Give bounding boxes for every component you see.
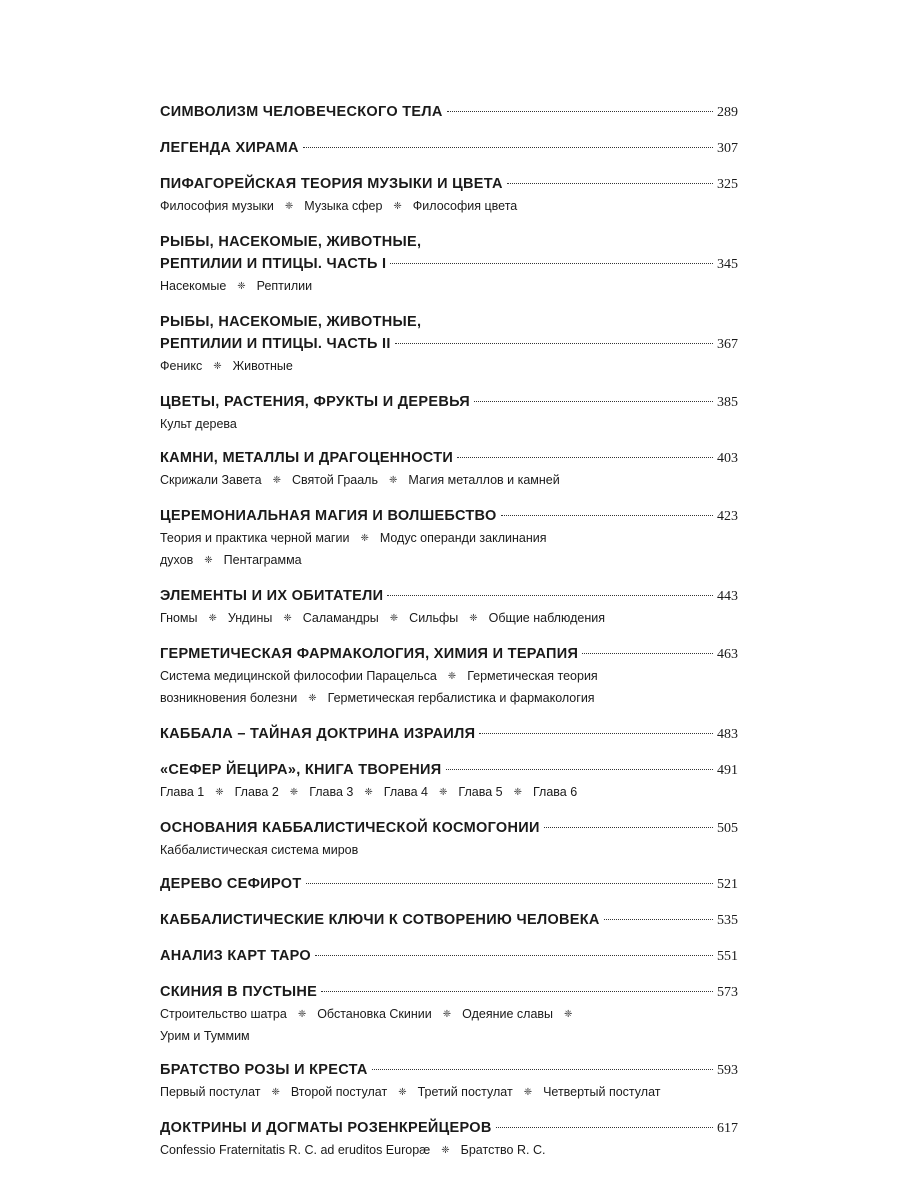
subtopic-line (160, 840, 738, 860)
subtopic-line (160, 1082, 738, 1104)
subtopic: Строительство шатра (160, 1007, 287, 1021)
separator-ornament-icon: ❈ (389, 475, 398, 486)
subtopic: Святой Грааль (291, 473, 378, 487)
subtopic-line (160, 276, 738, 298)
separator-ornament-icon: ❈ (237, 281, 246, 292)
subtopic: Модус операнди заклинания (379, 531, 547, 545)
entry-title: ЦЕРЕМОНИАЛЬНАЯ МАГИЯ И ВОЛШЕБСТВО (160, 508, 497, 524)
subtopic: Глава 2 (234, 785, 279, 799)
subtopic: Четвертый постулат (543, 1085, 661, 1099)
subtopic: Философия музыки (160, 199, 274, 213)
subtopic: Третий постулат (417, 1085, 513, 1099)
page-number: 289 (717, 105, 738, 120)
subtopic: Система медицинской философии Парацельса (160, 669, 437, 683)
entry-title-row (160, 137, 738, 160)
subtopic: Сильфы (409, 611, 459, 625)
subtopic: Обстановка Скинии (317, 1007, 432, 1021)
subtopic: Глава 6 (532, 785, 578, 799)
separator-ornament-icon: ❈ (564, 1009, 573, 1020)
subtopic: Глава 5 (458, 785, 503, 799)
dot-leader (474, 401, 713, 402)
dot-leader (501, 515, 713, 516)
toc-entry[interactable] (160, 505, 738, 572)
dot-leader (544, 827, 713, 828)
separator-ornament-icon: ❈ (215, 787, 224, 798)
separator-ornament-icon: ❈ (469, 613, 478, 624)
page-number: 551 (717, 949, 738, 964)
entry-title: СКИНИЯ В ПУСТЫНЕ (160, 984, 318, 1000)
separator-ornament-icon: ❈ (284, 201, 294, 212)
dot-leader (395, 343, 713, 344)
separator-ornament-icon: ❈ (272, 475, 281, 486)
page-number: 463 (717, 647, 738, 662)
toc-entry[interactable] (160, 723, 738, 746)
subtopic-line (160, 414, 738, 434)
subtopic: Магия металлов и камней (408, 473, 560, 487)
entry-title-row (160, 1059, 738, 1082)
subtopic-line (160, 1004, 738, 1026)
dot-leader (457, 457, 713, 458)
toc-entry[interactable] (160, 759, 738, 804)
entry-title: КАББАЛИСТИЧЕСКИЕ КЛЮЧИ К СОТВОРЕНИЮ ЧЕЛОВЕКА (160, 912, 600, 928)
subtopic-line (160, 1140, 738, 1162)
entry-title: ПИФАГОРЕЙСКАЯ ТЕОРИЯ МУЗЫКИ И ЦВЕТА (160, 176, 503, 192)
subtopic: Глава 1 (160, 785, 205, 799)
dot-leader (507, 183, 713, 184)
toc-entry[interactable] (160, 311, 738, 378)
toc-entry[interactable] (160, 447, 738, 492)
subtopic: Саламандры (302, 611, 379, 625)
separator-ornament-icon: ❈ (208, 613, 217, 624)
page-number: 491 (717, 763, 738, 778)
entry-title: ОСНОВАНИЯ КАББАЛИСТИЧЕСКОЙ КОСМОГОНИИ (160, 820, 540, 836)
subtopic: Феникс (160, 359, 203, 373)
subtopic: Братство R. C. (460, 1143, 546, 1157)
entry-title-row (160, 585, 738, 608)
dot-leader (479, 733, 713, 734)
entry-title-row (160, 1117, 738, 1140)
subtopic: Культ дерева (160, 417, 237, 431)
page-number: 423 (717, 509, 738, 524)
subtopic: Пентаграмма (223, 553, 302, 567)
table-of-contents (160, 101, 738, 1162)
page-number: 367 (717, 337, 738, 352)
toc-entry[interactable] (160, 1059, 738, 1104)
separator-ornament-icon: ❈ (271, 1087, 280, 1098)
entry-title: РЕПТИЛИИ И ПТИЦЫ. ЧАСТЬ II (160, 336, 391, 352)
subtopic: Ундины (227, 611, 273, 625)
dot-leader (604, 919, 713, 920)
subtopic-line (160, 196, 738, 218)
subtopic: Второй постулат (290, 1085, 388, 1099)
page-number: 573 (717, 985, 738, 1000)
toc-entry[interactable] (160, 391, 738, 434)
entry-title-row (160, 817, 738, 840)
separator-ornament-icon: ❈ (308, 693, 317, 704)
subtopic-line (160, 666, 738, 688)
subtopic-line (160, 550, 738, 572)
separator-ornament-icon: ❈ (513, 787, 522, 798)
page-number: 505 (717, 821, 738, 836)
entry-title-row (160, 945, 738, 968)
entry-title-row (160, 253, 738, 276)
page-number: 443 (717, 589, 738, 604)
page-number: 385 (717, 395, 738, 410)
dot-leader (303, 147, 713, 148)
entry-title-row (160, 505, 738, 528)
entry-title-row (160, 759, 738, 782)
dot-leader (496, 1127, 713, 1128)
entry-title-line: РЫБЫ, НАСЕКОМЫЕ, ЖИВОТНЫЕ, (160, 314, 422, 330)
subtopic-line (160, 782, 738, 804)
subtopic: Первый постулат (160, 1085, 261, 1099)
separator-ornament-icon: ❈ (389, 613, 399, 624)
entry-title-row (160, 101, 738, 124)
entry-title-line: РЫБЫ, НАСЕКОМЫЕ, ЖИВОТНЫЕ, (160, 234, 422, 250)
subtopic: Герметическая теория (467, 669, 598, 683)
page-number: 325 (717, 177, 738, 192)
entry-title: ЦВЕТЫ, РАСТЕНИЯ, ФРУКТЫ И ДЕРЕВЬЯ (160, 394, 470, 410)
subtopic: возникновения болезни (160, 691, 298, 705)
entry-title: «СЕФЕР ЙЕЦИРА», КНИГА ТВОРЕНИЯ (160, 762, 442, 778)
subtopic: Гномы (160, 611, 198, 625)
toc-entry[interactable] (160, 817, 738, 860)
entry-title-row (160, 391, 738, 414)
subtopic-line (160, 608, 738, 630)
toc-entry[interactable] (160, 173, 738, 218)
entry-title: КАББАЛА – ТАЙНАЯ ДОКТРИНА ИЗРАИЛЯ (160, 726, 476, 742)
subtopic: Теория и практика черной магии (160, 531, 350, 545)
separator-ornament-icon: ❈ (204, 555, 213, 566)
entry-title: ДЕРЕВО СЕФИРОТ (160, 876, 302, 892)
separator-ornament-icon: ❈ (297, 1009, 307, 1020)
separator-ornament-icon: ❈ (523, 1087, 533, 1098)
subtopic: Насекомые (160, 279, 227, 293)
subtopic: Одеяние славы (462, 1007, 554, 1021)
toc-entry[interactable] (160, 231, 738, 298)
subtopic: Философия цвета (412, 199, 518, 213)
entry-title: ГЕРМЕТИЧЕСКАЯ ФАРМАКОЛОГИЯ, ХИМИЯ И ТЕРАПИЯ (160, 646, 579, 662)
separator-ornament-icon: ❈ (442, 1009, 452, 1020)
page-number: 593 (717, 1063, 738, 1078)
toc-entry[interactable] (160, 101, 738, 124)
page-number: 483 (717, 727, 738, 742)
subtopic: Животные (232, 359, 293, 373)
entry-title-row (160, 909, 738, 932)
separator-ornament-icon: ❈ (213, 361, 222, 372)
subtopic: Музыка сфер (304, 199, 383, 213)
separator-ornament-icon: ❈ (398, 1087, 407, 1098)
subtopic-line (160, 356, 738, 378)
entry-title: РЕПТИЛИИ И ПТИЦЫ. ЧАСТЬ I (160, 256, 387, 272)
dot-leader (387, 595, 713, 596)
entry-title: АНАЛИЗ КАРТ ТАРО (160, 948, 311, 964)
separator-ornament-icon: ❈ (283, 613, 292, 624)
subtopic-line (160, 1026, 738, 1046)
subtopic-line (160, 688, 738, 710)
entry-title: ЭЛЕМЕНТЫ И ИХ ОБИТАТЕЛИ (160, 588, 384, 604)
toc-entry[interactable] (160, 945, 738, 968)
dot-leader (582, 653, 713, 654)
subtopic-line (160, 528, 738, 550)
toc-entry[interactable] (160, 643, 738, 710)
entry-title-row (160, 981, 738, 1004)
page-number: 535 (717, 913, 738, 928)
separator-ornament-icon: ❈ (441, 1145, 450, 1156)
entry-title-row (160, 447, 738, 470)
toc-entry[interactable] (160, 137, 738, 160)
entry-title-row (160, 723, 738, 746)
page-number: 403 (717, 451, 738, 466)
entry-title-row (160, 173, 738, 196)
dot-leader (390, 263, 713, 264)
toc-entry[interactable] (160, 981, 738, 1046)
page-number: 521 (717, 877, 738, 892)
subtopic: Рептилии (256, 279, 313, 293)
subtopic: Герметическая гербалистика и фармакология (327, 691, 595, 705)
subtopic: Каббалистическая система миров (160, 843, 359, 857)
toc-entry[interactable] (160, 585, 738, 630)
subtopic: Урим и Туммим (160, 1029, 250, 1043)
subtopic-line (160, 470, 738, 492)
entry-title-row (160, 643, 738, 666)
dot-leader (321, 991, 713, 992)
toc-entry[interactable] (160, 1117, 738, 1162)
separator-ornament-icon: ❈ (438, 787, 448, 798)
dot-leader (447, 111, 713, 112)
separator-ornament-icon: ❈ (364, 787, 373, 798)
subtopic: Общие наблюдения (488, 611, 605, 625)
separator-ornament-icon: ❈ (360, 533, 369, 544)
separator-ornament-icon: ❈ (289, 787, 299, 798)
subtopic: духов (160, 553, 194, 567)
entry-title-row (160, 333, 738, 356)
entry-title: СИМВОЛИЗМ ЧЕЛОВЕЧЕСКОГО ТЕЛА (160, 104, 443, 120)
page-number: 617 (717, 1121, 738, 1136)
entry-title-row (160, 873, 738, 896)
dot-leader (306, 883, 713, 884)
subtopic: Скрижали Завета (160, 473, 262, 487)
entry-title: ЛЕГЕНДА ХИРАМА (160, 140, 299, 156)
subtopic: Глава 4 (383, 785, 428, 799)
subtopic: Confessio Fraternitatis R. C. ad eruditos Europæ (160, 1143, 431, 1157)
entry-title: КАМНИ, МЕТАЛЛЫ И ДРАГОЦЕННОСТИ (160, 450, 454, 466)
entry-title: БРАТСТВО РОЗЫ И КРЕСТА (160, 1062, 368, 1078)
dot-leader (446, 769, 713, 770)
page-number: 345 (717, 257, 738, 272)
toc-entry[interactable] (160, 873, 738, 896)
subtopic: Глава 3 (309, 785, 354, 799)
entry-title: ДОКТРИНЫ И ДОГМАТЫ РОЗЕНКРЕЙЦЕРОВ (160, 1120, 492, 1136)
separator-ornament-icon: ❈ (393, 201, 402, 212)
dot-leader (315, 955, 713, 956)
page-number: 307 (717, 141, 738, 156)
dot-leader (372, 1069, 713, 1070)
toc-entry[interactable] (160, 909, 738, 932)
separator-ornament-icon: ❈ (447, 671, 457, 682)
